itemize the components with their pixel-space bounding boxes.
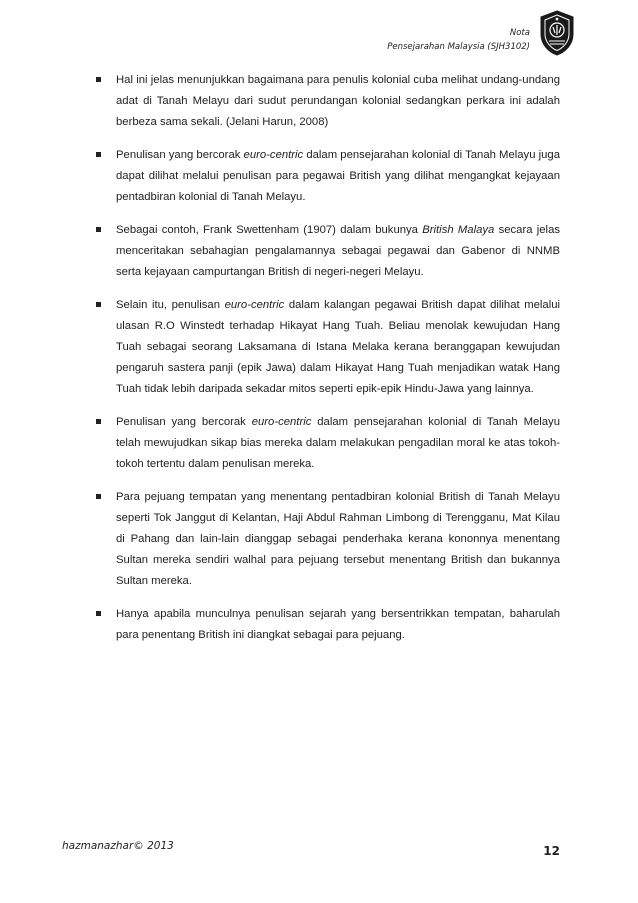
bullet-text: Penulisan yang bercorak: [116, 149, 244, 161]
bullet-text: dalam pensejarahan kolonial di Tanah Melayu telah mewujudkan sikap bias mereka dalam melakukan pengadilan moral ke atas tokoh-tokoh tertentu dalam penulisan mereka.: [116, 416, 560, 470]
bullet-list: [92, 70, 560, 646]
italic-term: British Malaya: [422, 224, 495, 236]
footer-author: hazmanazhar© 2013: [62, 840, 174, 852]
italic-term: euro-centric: [251, 416, 312, 428]
bullet-text: dalam pensejarahan kolonial di Tanah Melayu juga dapat dilihat melalui penulisan para pegawai British yang dilihat mengangkat kejayaan pentadbiran kolonial di Tanah Melayu.: [116, 149, 560, 203]
bullet-item: [92, 220, 560, 283]
italic-term: euro-centric: [224, 299, 285, 311]
bullet-item: [92, 487, 560, 592]
university-crest-icon: [538, 10, 576, 56]
bullet-text: Hanya apabila munculnya penulisan sejarah yang bersentrikkan tempatan, baharulah para penentang British ini diangkat sebagai para pejuang.: [116, 608, 560, 641]
bullet-text: Para pejuang tempatan yang menentang pentadbiran kolonial British di Tanah Melayu seperti Tok Janggut di Kelantan, Haji Abdul Rahman Limbong di Terengganu, Mat Kilau di Pahang dan lain-lain dianggap sebagai penderhaka kerana kononnya menentang Sultan mereka sendiri walhal para pejuang tersebut menentang British dan bukannya Sultan mereka.: [116, 491, 560, 587]
bullet-item: [92, 412, 560, 475]
page-number: 12: [543, 844, 560, 858]
header-text: [387, 26, 530, 54]
bullet-text: Hal ini jelas menunjukkan bagaimana para penulis kolonial cuba melihat undang-undang adat di Tanah Melayu dari sudut perundangan kolonial sedangkan perkara ini adalah berbeza sama sekali. (Jelani Harun, 2008): [116, 74, 560, 128]
header-note-label: Nota: [509, 28, 530, 38]
bullet-text: dalam kalangan pegawai British dapat dilihat melalui ulasan R.O Winstedt terhadap Hikayat Hang Tuah. Beliau menolak kewujudan Hang Tuah sebagai seorang Laksamana di Istana Melaka kerana beranggapan kewujudan pengaruh sastera panji (epik Jawa) dalam Hikayat Hang Tuah menjadikan watak Hang Tuah tidak lebih daripada sekadar mitos seperti epik-epik Hindu-Jawa yang lainnya.: [116, 299, 560, 395]
page-header: [0, 10, 638, 60]
bullet-item: [92, 295, 560, 400]
header-course-title: Pensejarahan Malaysia (SJH3102): [387, 42, 530, 52]
italic-term: euro-centric: [243, 149, 304, 161]
document-body: [92, 58, 560, 658]
bullet-text: Sebagai contoh, Frank Swettenham (1907) dalam bukunya: [116, 224, 423, 236]
bullet-text: Selain itu, penulisan: [116, 299, 225, 311]
bullet-text: secara jelas menceritakan sebahagian pengalamannya sebagai pegawai dan Gabenor di NNMB serta kejayaan campurtangan British di negeri-negeri Melayu.: [116, 224, 560, 278]
bullet-text: Penulisan yang bercorak: [116, 416, 252, 428]
bullet-item: [92, 604, 560, 646]
bullet-item: [92, 70, 560, 133]
bullet-item: [92, 145, 560, 208]
